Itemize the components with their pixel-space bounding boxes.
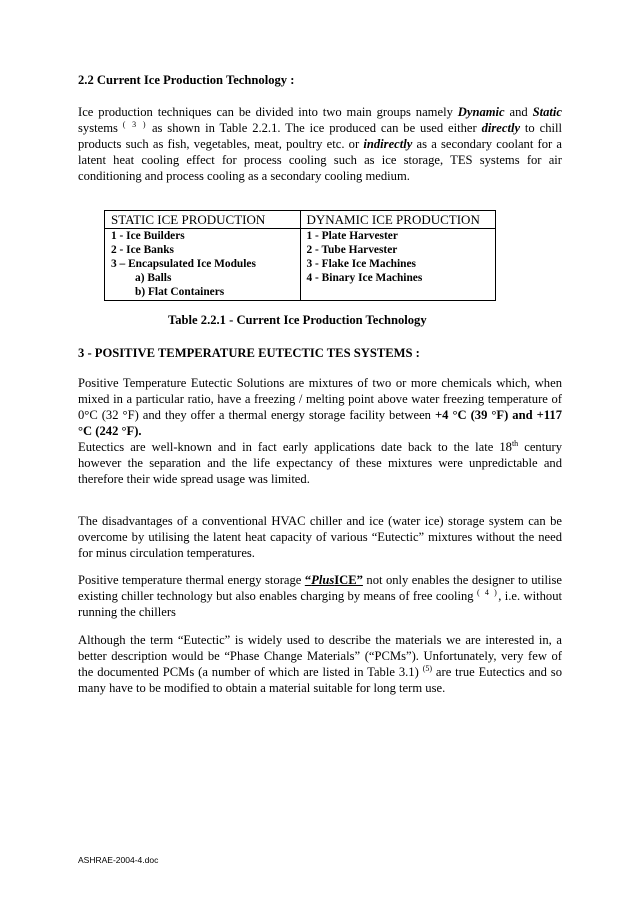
list-item: 3 – Encapsulated Ice Modules	[111, 258, 256, 270]
text-run: Although the term “Eutectic” is widely used to describe the materials we are interested in, a better description would be “Phase Change Materials” (“PCMs”). Unfortunately, very few of the documented PCMs (a number of which are listed in Table 3.1)	[78, 633, 562, 679]
table-header-row	[105, 211, 496, 229]
reference-5: (5)	[422, 664, 433, 673]
text-run: century however the separation and the life expectancy of these mixtures were unpredictable and therefore their wide spread usage was limited.	[78, 440, 562, 486]
text-run: not only enables the designer to utilise existing chiller technology but also enables charging by means of free cooling	[78, 573, 562, 603]
reference-3: ( 3 )	[122, 120, 148, 129]
directly-emphasis: directly	[481, 121, 521, 135]
list-item: 1 - Ice Builders	[111, 230, 185, 242]
list-item: 2 - Tube Harvester	[306, 244, 398, 256]
ice-production-table	[104, 210, 496, 301]
list-item: 2 - Ice Banks	[111, 244, 174, 256]
text-run: to chill products such as fish, vegetables, meat, poultry etc. or	[78, 121, 562, 151]
section-3-paragraph-2	[78, 439, 562, 487]
dynamic-items-cell	[300, 229, 496, 301]
static-column-header: STATIC ICE PRODUCTION	[105, 211, 301, 229]
ice-text: ICE”	[334, 573, 363, 587]
indirectly-emphasis: indirectly	[363, 137, 413, 151]
ordinal-superscript: th	[511, 439, 519, 448]
list-item: 3 - Flake Ice Machines	[306, 258, 416, 270]
text-run: , i.e. without running the chillers	[78, 589, 562, 619]
text-run: systems	[78, 121, 123, 135]
section-2-2-paragraph	[78, 104, 562, 184]
section-3-paragraph-4	[78, 572, 562, 620]
table-body-row	[105, 229, 496, 301]
plus-emphasis: Plus	[311, 573, 335, 587]
dynamic-column-header: DYNAMIC ICE PRODUCTION	[300, 211, 496, 229]
static-items-cell	[105, 229, 301, 301]
text-run: Eutectics are well-known and in fact early applications date back to the late 18	[78, 440, 512, 454]
text-run: Ice production techniques can be divided into two main groups namely	[78, 105, 458, 119]
text-run: as shown in Table 2.2.1. The ice produced can be used either	[147, 121, 482, 135]
section-3-paragraph-3: The disadvantages of a conventional HVAC chiller and ice (water ice) storage system can be overcome by utilising the latent heat capacity of various “Eutectic” mixtures without the need for minus circulation temperatures.	[78, 514, 562, 560]
table-caption: Table 2.2.1 - Current Ice Production Technology	[168, 313, 427, 327]
text-run: Positive temperature thermal energy storage	[78, 573, 305, 587]
text-run: Positive Temperature Eutectic Solutions are mixtures of two or more chemicals which, when mixed in a particular ratio, have a freezing / melting point above water freezing temperature of 0°C (32 °F) and they offer a thermal energy storage facility between	[78, 376, 562, 422]
list-subitem: a) Balls	[135, 272, 172, 284]
quote-mark: “	[304, 573, 312, 587]
temperature-range: +4 °C (39 °F) and +117 °C (242 °F).	[78, 408, 562, 438]
section-3-heading: 3 - POSITIVE TEMPERATURE EUTECTIC TES SYSTEMS :	[78, 346, 420, 360]
section-3-paragraph-1	[78, 375, 562, 439]
list-subitem: b) Flat Containers	[135, 286, 225, 298]
text-run: are true Eutectics and so many have to be modified to obtain a material suitable for long term use.	[78, 665, 562, 695]
footer-filename: ASHRAE-2004-4.doc	[78, 855, 159, 865]
plusice-brand	[305, 573, 363, 587]
section-3-paragraph-5	[78, 632, 562, 696]
dynamic-emphasis: Dynamic	[457, 105, 505, 119]
list-item: 1 - Plate Harvester	[306, 230, 398, 242]
section-2-2-heading: 2.2 Current Ice Production Technology :	[78, 73, 295, 87]
text-run: and	[504, 105, 533, 119]
static-emphasis: Static	[532, 105, 562, 119]
reference-4: ( 4 )	[476, 588, 499, 597]
text-run: as a secondary coolant for a latent heat cooling effect for process cooling such as ice storage, TES systems for air conditioning and process cooling as a secondary cooling medium.	[78, 137, 562, 183]
list-item: 4 - Binary Ice Machines	[306, 272, 423, 284]
